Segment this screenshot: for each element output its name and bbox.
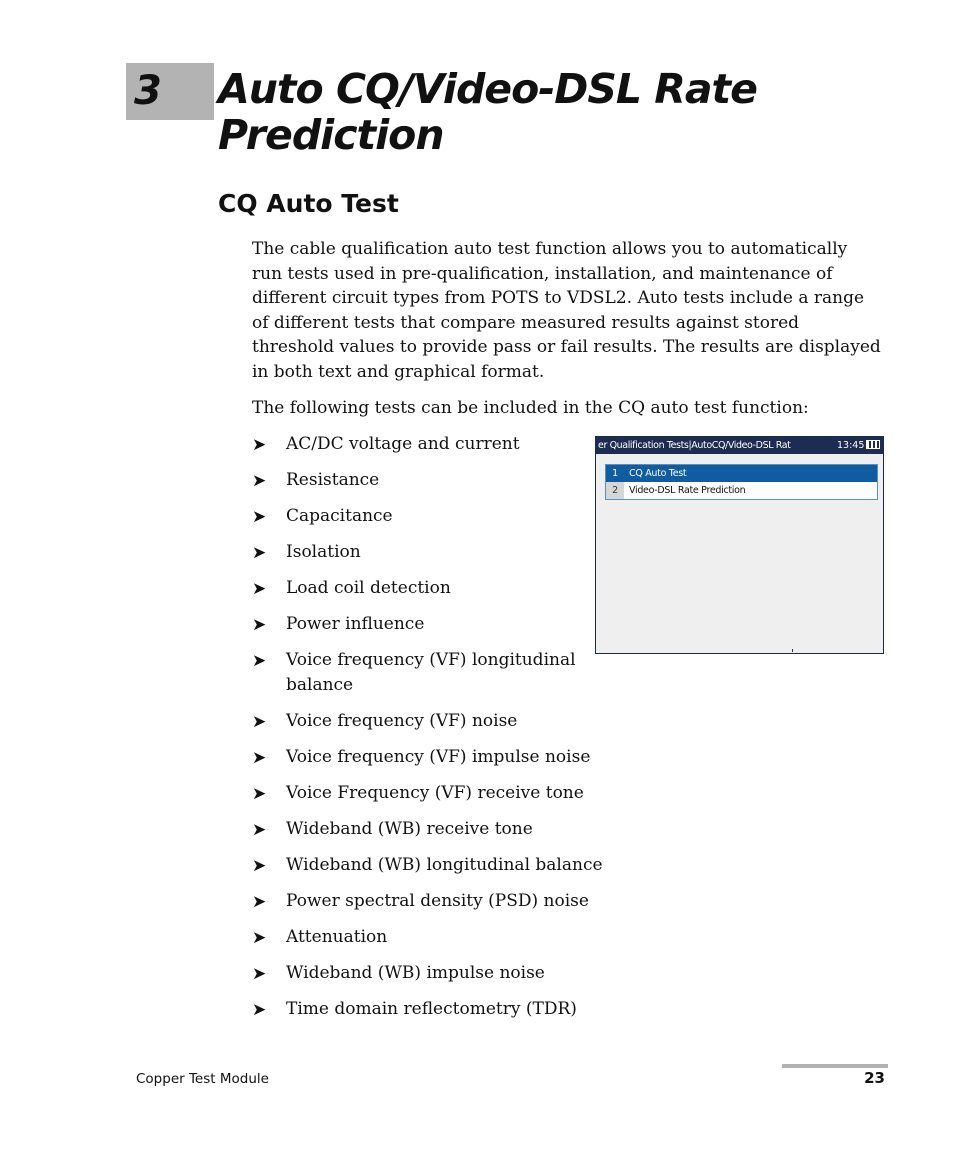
list-item: ➤ Capacitance <box>252 504 612 529</box>
arrow-bullet-icon: ➤ <box>252 784 267 804</box>
screen-menu <box>605 464 878 500</box>
list-item: ➤ AC/DC voltage and current <box>252 432 612 457</box>
list-item: ➤ Power spectral density (PSD) noise <box>252 889 612 914</box>
list-item: ➤ Load coil detection <box>252 576 612 601</box>
test-list <box>252 432 612 1033</box>
list-item: ➤ Time domain reflectometry (TDR) <box>252 997 612 1022</box>
chapter-number-box <box>126 63 214 120</box>
arrow-bullet-icon: ➤ <box>252 651 267 671</box>
arrow-bullet-icon: ➤ <box>252 507 267 527</box>
battery-icon <box>866 440 880 449</box>
list-intro-paragraph: The following tests can be included in the CQ auto test function: <box>252 398 809 418</box>
list-item: ➤ Resistance <box>252 468 612 493</box>
menu-item-video-dsl-rate-prediction[interactable]: 2 Video-DSL Rate Prediction <box>606 482 877 499</box>
device-screenshot <box>595 436 884 654</box>
list-item: ➤ Wideband (WB) impulse noise <box>252 961 612 986</box>
arrow-bullet-icon: ➤ <box>252 1000 267 1020</box>
list-item: ➤ Wideband (WB) longitudinal balance <box>252 853 612 878</box>
arrow-bullet-icon: ➤ <box>252 748 267 768</box>
screen-breadcrumb: er Qualification Tests|AutoCQ/Video-DSL Rat <box>598 440 791 451</box>
arrow-bullet-icon: ➤ <box>252 543 267 563</box>
menu-item-cq-auto-test[interactable]: 1 CQ Auto Test <box>606 465 877 482</box>
chapter-number: 3 <box>134 68 162 114</box>
arrow-bullet-icon: ➤ <box>252 579 267 599</box>
screen-tick-mark <box>792 649 793 652</box>
section-title: CQ Auto Test <box>218 189 399 218</box>
list-item: ➤ Wideband (WB) receive tone <box>252 817 612 842</box>
chapter-title: Auto CQ/Video-DSL Rate Prediction <box>218 65 757 159</box>
footer-doc-title: Copper Test Module <box>136 1071 269 1087</box>
list-item: ➤ Power influence <box>252 612 612 637</box>
arrow-bullet-icon: ➤ <box>252 820 267 840</box>
arrow-bullet-icon: ➤ <box>252 892 267 912</box>
intro-paragraph: The cable qualification auto test function allows you to automatically run tests used in pre-qualification, installation, and maintenance of different circuit types from POTS to VDSL2. Auto tests include a range of different tests that compare measured results against stored threshold values to provide pass or fail results. The results are displayed in both text and graphical format. <box>252 239 881 382</box>
arrow-bullet-icon: ➤ <box>252 964 267 984</box>
footer-rule <box>782 1064 888 1068</box>
page-number: 23 <box>864 1069 885 1087</box>
list-item: ➤ Attenuation <box>252 925 612 950</box>
arrow-bullet-icon: ➤ <box>252 471 267 491</box>
list-item: ➤ Voice frequency (VF) noise <box>252 709 612 734</box>
arrow-bullet-icon: ➤ <box>252 435 267 455</box>
list-item: ➤ Voice Frequency (VF) receive tone <box>252 781 612 806</box>
list-item: ➤ Voice frequency (VF) longitudinal balance <box>252 650 576 695</box>
arrow-bullet-icon: ➤ <box>252 856 267 876</box>
arrow-bullet-icon: ➤ <box>252 712 267 732</box>
arrow-bullet-icon: ➤ <box>252 615 267 635</box>
list-item: ➤ Voice frequency (VF) impulse noise <box>252 745 612 770</box>
screen-title-bar <box>596 437 883 454</box>
screen-clock: 13:45 <box>837 440 865 451</box>
arrow-bullet-icon: ➤ <box>252 928 267 948</box>
list-item: ➤ Isolation <box>252 540 612 565</box>
